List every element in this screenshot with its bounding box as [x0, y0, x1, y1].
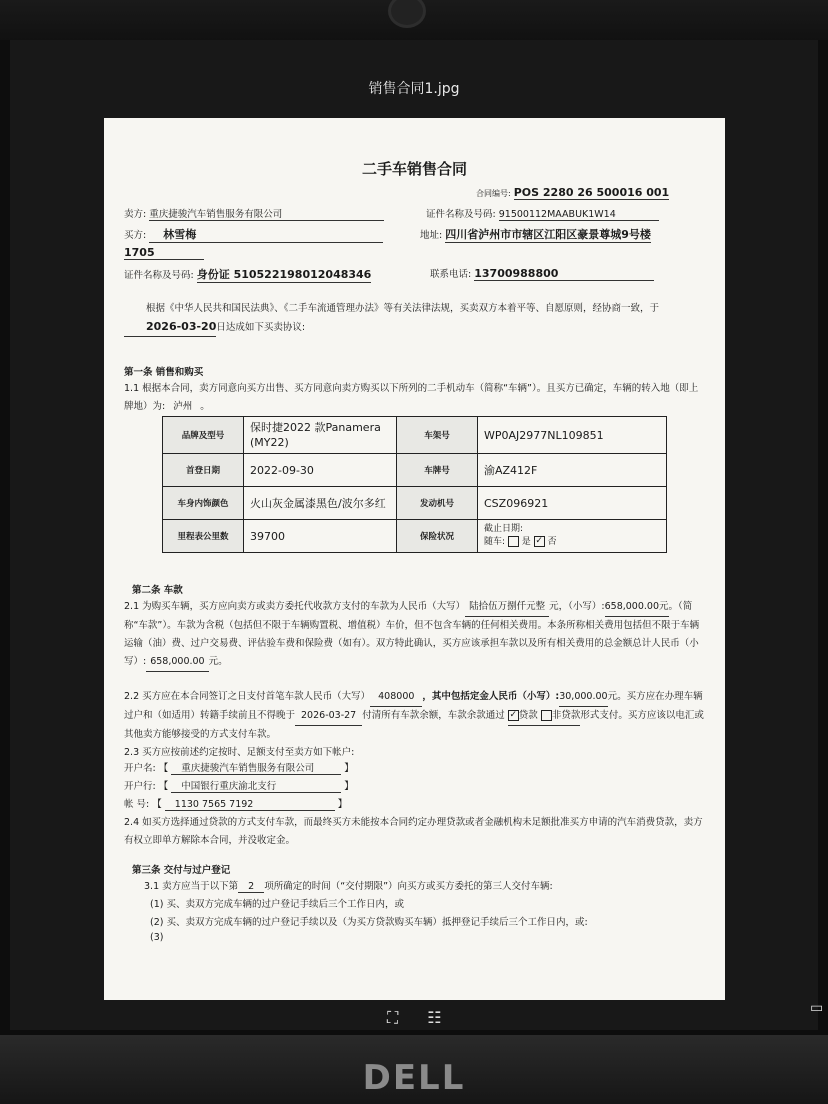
article-3-item-1: (1) 买、卖双方完成车辆的过户登记手续后三个工作日内，或 [150, 899, 404, 910]
brand-value: 保时捷2022 款Panamera (MY22) [244, 417, 397, 454]
bank-row: 开户行: 【 中国银行重庆渝北支行 】 [124, 778, 354, 793]
article-3-item-3: (3) [150, 932, 164, 943]
reg-date-value: 2022-09-30 [244, 454, 397, 487]
vin-value: WP0AJ2977NL109851 [478, 417, 667, 454]
article-1-text: 1.1 根据本合同，卖方同意向买方出售、买方同意向卖方购买以下所列的二手机动车（简称“车辆”）。且买方已确定，车辆的转入地（即上牌地）为: 泸州 。 [124, 380, 704, 417]
fullscreen-icon[interactable]: ▭ [810, 1000, 824, 1016]
engine-label: 发动机号 [397, 487, 478, 520]
address-row: 地址: 四川省泸州市市辖区江阳区豪景尊城9号楼 [420, 228, 651, 241]
brand-label: 品牌及型号 [163, 417, 244, 454]
file-title: 销售合同1.jpg [368, 81, 460, 97]
insurance-label: 保险状况 [397, 520, 478, 553]
intro-paragraph: 根据《中华人民共和国民法典》、《二手车流通管理办法》等有关法律法规，买卖双方本着平等、自愿原则，经协商一致，于2026-03-20日达成如下买卖协议: [124, 300, 704, 337]
seller-id-row: 证件名称及号码: 91500112MAABUK1W14 [426, 206, 659, 221]
buyer-id-row: 证件名称及号码: 身份证 510522198012048346 [124, 268, 372, 281]
article-2-1: 2.1 为购买车辆，买方应向卖方或卖方委托代收款方支付的车款为人民币（大写） 陆拾伍万捌仟元整 元，（小写）:658,000.00元。（简称“车款”）。车款为含税（包括但不限于车辆购置税、增值税）车价，但不包含车辆的任何相关费用。本条所称相关费用包括但不限于车辆运输（油）费、过户交易费、评估验车费和保险费（如有）。双方特此确认，买方应该承担车款以及所有相关费用的总金额总计人民币（小写）: 658,000.00 元。 [124, 598, 704, 672]
article-3-title: 第三条 交付与过户登记 [132, 865, 231, 876]
contract-number: 合同编号: POS 2280 26 500016 001 [476, 186, 670, 199]
vin-label: 车架号 [397, 417, 478, 454]
viewer-toolbar [375, 1008, 454, 1028]
address-continued: 1705 [124, 246, 204, 260]
article-1-title: 第一条 销售和购买 [124, 367, 204, 378]
article-2-3: 2.3 买方应按前述约定按时、足额支付至卖方如下帐户: [124, 747, 355, 758]
document-title: 二手车销售合同 [361, 160, 467, 178]
text-recognition-icon[interactable]: ☷ [427, 1008, 442, 1027]
article-3-item-2: (2) 买、卖双方完成车辆的过户登记手续以及（为买方贷款购买车辆）抵押登记手续后三个工作日内，或: [150, 917, 588, 928]
engine-value: CSZ096921 [478, 487, 667, 520]
screenshot-icon[interactable]: ⛶ [387, 1008, 399, 1027]
webcam-icon [388, 0, 426, 28]
account-number-row: 帐 号: 【 1130 7565 7192 】 [124, 799, 348, 810]
seller-row: 卖方: 重庆捷骏汽车销售服务有限公司 [124, 206, 384, 221]
insurance-value: 截止日期: 随车: 是 ✓ 否 [478, 520, 667, 553]
article-2-2: 2.2 买方应在本合同签订之日支付首笔车款人民币（大写） 408000 ，其中包括定金人民币（小写）:30,000.00元。买方应在办理车辆过户和（如适用）转籍手续前且不得晚于 2026-03-27 付清所有车款余额，车款余款通过 ✓ 贷款 非贷款形式支付。买方应该以电汇或其他卖方能够接受的方式支付车款。 [124, 688, 704, 744]
plate-label: 车牌号 [397, 454, 478, 487]
plate-value: 渝AZ412F [478, 454, 667, 487]
mileage-label: 里程表公里数 [163, 520, 244, 553]
checked-checkbox-icon: ✓ [509, 710, 518, 720]
color-label: 车身内饰颜色 [163, 487, 244, 520]
account-name-row: 开户名: 【 重庆捷骏汽车销售服务有限公司 】 [124, 760, 354, 775]
buyer-row: 买方: 林雪梅 [124, 226, 383, 243]
article-2-4: 2.4 如买方选择通过贷款的方式支付车款，而最终买方未能按本合同约定办理贷款或者金融机构未足额批准买方申请的汽车消费贷款，卖方有权立即单方解除本合同，并没收定金。 [124, 817, 703, 846]
document-image [104, 118, 725, 1000]
monitor-bezel-top [0, 0, 828, 40]
dell-logo: DELL [362, 1058, 466, 1098]
checkbox-icon [508, 536, 519, 547]
reg-date-label: 首登日期 [163, 454, 244, 487]
checked-checkbox-icon: ✓ [535, 536, 543, 546]
phone-row: 联系电话: 13700988800 [430, 266, 654, 281]
vehicle-table [162, 416, 667, 553]
article-3-1: 3.1 卖方应当于以下第 2 项所确定的时间（“交付期限”）向买方或买方委托的第三人交付车辆: [144, 881, 553, 892]
article-2-title: 第二条 车款 [132, 585, 183, 596]
color-value: 火山灰金属漆黑色/波尔多红 [244, 487, 397, 520]
mileage-value: 39700 [244, 520, 397, 553]
checkbox-icon [541, 710, 552, 721]
